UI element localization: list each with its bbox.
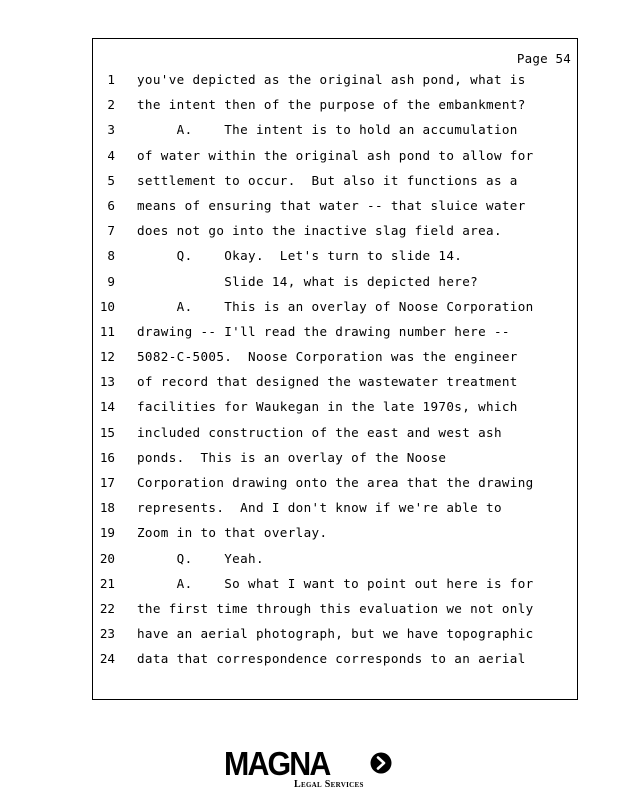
line-text: Slide 14, what is depicted here? <box>137 273 479 289</box>
transcript-line <box>93 624 577 649</box>
logo-wordmark: MAGNA <box>224 745 330 782</box>
line-text: 5082-C-5005. Noose Corporation was the engineer <box>137 349 518 365</box>
line-number: 15 <box>99 424 115 440</box>
transcript-line <box>93 120 577 145</box>
transcript-line <box>93 549 577 574</box>
line-text: settlement to occur. But also it functions as a <box>137 172 518 188</box>
line-number: 2 <box>107 97 115 113</box>
line-number: 11 <box>99 323 115 339</box>
line-number: 22 <box>99 600 115 616</box>
transcript-line <box>93 498 577 523</box>
line-number: 1 <box>107 72 115 87</box>
line-number: 12 <box>99 349 115 365</box>
line-number: 24 <box>99 651 115 667</box>
line-number: 13 <box>99 374 115 390</box>
line-number: 23 <box>99 626 115 642</box>
line-number: 4 <box>107 147 115 163</box>
line-text: you've depicted as the original ash pond, what is <box>137 72 526 87</box>
transcript-line <box>93 347 577 372</box>
line-number: 21 <box>99 575 115 591</box>
line-text: means of ensuring that water -- that sluice water <box>137 197 526 213</box>
line-number: 9 <box>107 273 115 289</box>
line-number: 14 <box>99 399 115 415</box>
line-text: ponds. This is an overlay of the Noose <box>137 449 447 465</box>
page-number: Page 54 <box>516 51 571 66</box>
line-number: 6 <box>107 197 115 213</box>
transcript-line <box>93 146 577 171</box>
transcript-line <box>93 70 577 95</box>
line-number: 5 <box>107 172 115 188</box>
line-text: Q. Yeah. <box>137 550 264 566</box>
transcript-line <box>93 171 577 196</box>
line-text: represents. And I don't know if we're able to <box>137 500 502 516</box>
transcript-line <box>93 649 577 674</box>
transcript-line <box>93 272 577 297</box>
line-text: Q. Okay. Let's turn to slide 14. <box>137 248 463 264</box>
transcript-line <box>93 423 577 448</box>
line-text: A. So what I want to point out here is for <box>137 575 534 591</box>
transcript-line <box>93 523 577 548</box>
line-number: 17 <box>99 475 115 490</box>
line-text: A. This is an overlay of Noose Corporation <box>137 298 534 314</box>
transcript-line <box>93 397 577 422</box>
line-number: 10 <box>99 298 115 314</box>
line-text: Corporation drawing onto the area that the drawing <box>137 475 534 490</box>
magna-logo <box>224 746 394 792</box>
transcript-line <box>93 473 577 498</box>
line-text: data that correspondence corresponds to an aerial <box>137 651 526 667</box>
transcript-line <box>93 448 577 473</box>
transcript-line <box>93 196 577 221</box>
line-number: 7 <box>107 223 115 239</box>
line-number: 19 <box>99 525 115 541</box>
transcript-line <box>93 599 577 624</box>
transcript-line <box>93 297 577 322</box>
line-text: the intent then of the purpose of the embankment? <box>137 97 526 113</box>
transcript-line <box>93 574 577 599</box>
transcript-lines <box>93 70 577 675</box>
line-text: of water within the original ash pond to allow for <box>137 147 534 163</box>
transcript-line <box>93 95 577 120</box>
chevron-right-circle-icon <box>370 752 392 774</box>
line-number: 8 <box>107 248 115 264</box>
transcript-line <box>93 322 577 347</box>
line-text: included construction of the east and west ash <box>137 424 502 440</box>
line-text: facilities for Waukegan in the late 1970s, which <box>137 399 518 415</box>
line-number: 20 <box>99 550 115 566</box>
transcript-line <box>93 372 577 397</box>
line-text: of record that designed the wastewater treatment <box>137 374 518 390</box>
line-text: does not go into the inactive slag field area. <box>137 223 502 239</box>
transcript-page <box>92 38 578 700</box>
line-text: the first time through this evaluation we not only <box>137 600 534 616</box>
line-text: drawing -- I'll read the drawing number here -- <box>137 323 510 339</box>
line-text: have an aerial photograph, but we have topographic <box>137 626 534 642</box>
line-number: 18 <box>99 500 115 516</box>
line-text: Zoom in to that overlay. <box>137 525 328 541</box>
line-number: 16 <box>99 449 115 465</box>
line-number: 3 <box>107 122 115 138</box>
transcript-line <box>93 246 577 271</box>
line-text: A. The intent is to hold an accumulation <box>137 122 518 138</box>
logo-subtitle: Legal Services <box>294 779 364 790</box>
transcript-line <box>93 221 577 246</box>
